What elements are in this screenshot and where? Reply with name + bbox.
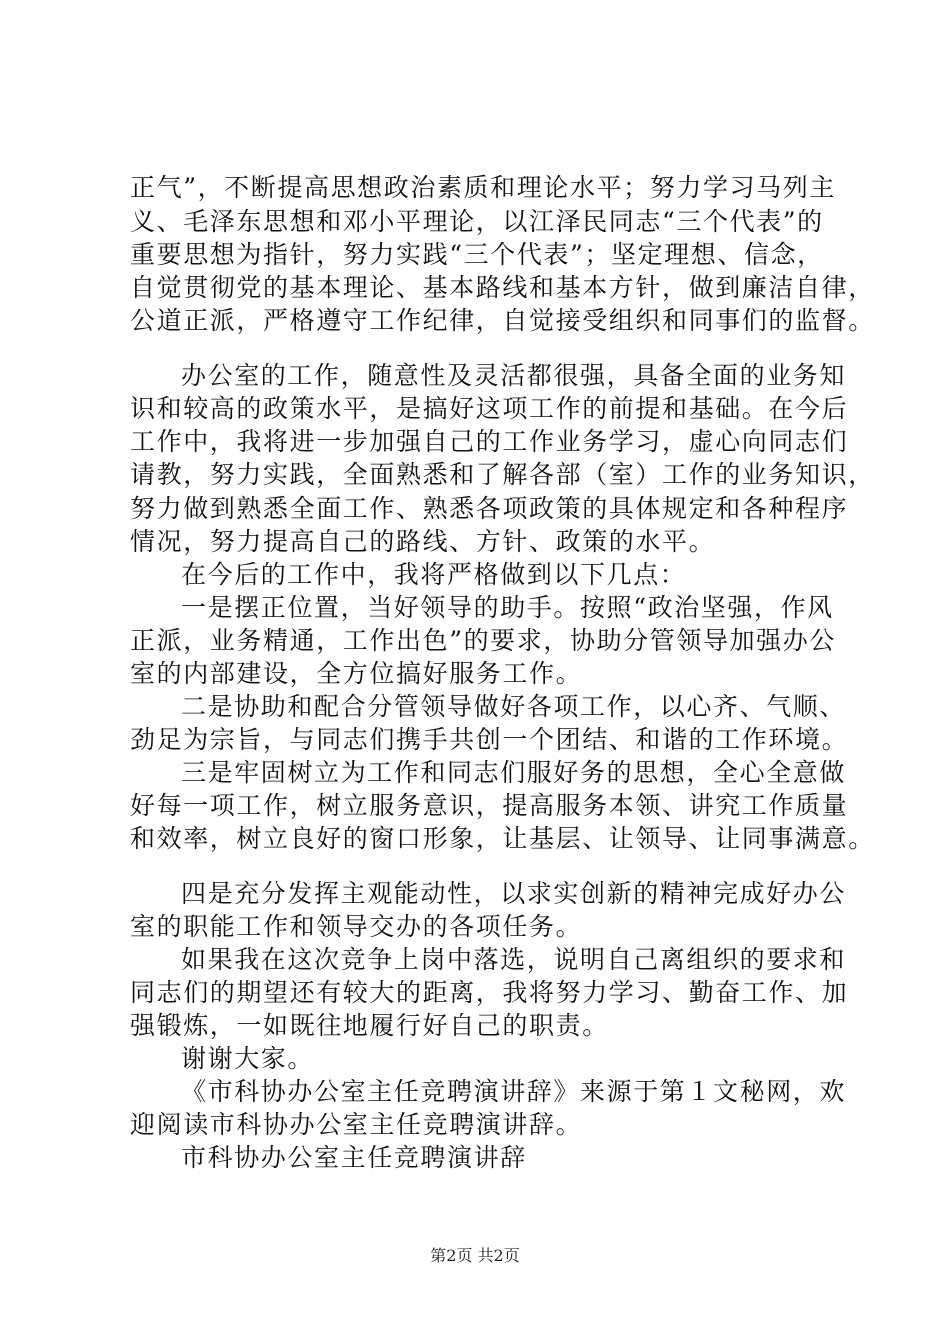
body-line: 谢谢大家。 — [181, 1044, 315, 1073]
body-line: 市科协办公室主任竞聘演讲辞 — [181, 1143, 527, 1172]
body-line: 请教，努力实践，全面熟悉和了解各部（室）工作的业务知识， — [130, 460, 875, 489]
body-line: 公道正派，严格遵守工作纪律，自觉接受组织和同事们的监督。 — [130, 306, 875, 335]
body-line: 工作中，我将进一步加强自己的工作业务学习，虚心向同志们 — [130, 427, 849, 456]
body-line: 如果我在这次竞争上岗中落选，说明自己离组织的要求和 — [181, 945, 847, 974]
body-line: 在今后的工作中，我将严格做到以下几点： — [181, 560, 687, 589]
body-line: 正派，业务精通，工作出色”的要求，协助分管领导加强办公 — [130, 626, 836, 655]
body-line: 强锻炼，一如既往地履行好自己的职责。 — [130, 1011, 609, 1040]
body-line: 室的内部建设，全方位搞好服务工作。 — [130, 659, 583, 688]
body-line: 自觉贯彻党的基本理论、基本路线和基本方针，做到廉洁自律， — [130, 273, 875, 302]
body-line: 四是充分发挥主观能动性，以求实创新的精神完成好办公 — [181, 879, 847, 908]
body-line: 一是摆正位置，当好领导的助手。按照“政治坚强，作风 — [181, 593, 834, 622]
body-line: 识和较高的政策水平，是搞好这项工作的前提和基础。在今后 — [130, 394, 849, 423]
body-line: 努力做到熟悉全面工作、熟悉各项政策的具体规定和各种程序 — [130, 494, 849, 523]
body-line: 同志们的期望还有较大的距离，我将努力学习、勤奋工作、加 — [130, 978, 849, 1007]
body-line: 二是协助和配合分管领导做好各项工作，以心齐、气顺、 — [181, 692, 847, 721]
body-line: 劲足为宗旨，与同志们携手共创一个团结、和谐的工作环境。 — [130, 725, 849, 754]
body-line: 三是牢固树立为工作和同志们服好务的思想，全心全意做 — [181, 758, 847, 787]
body-line: 室的职能工作和领导交办的各项任务。 — [130, 912, 583, 941]
body-line: 情况，努力提高自己的路线、方针、政策的水平。 — [130, 527, 716, 556]
body-line: 和效率，树立良好的窗口形象，让基层、让领导、让同事满意。 — [130, 824, 875, 853]
body-line: 义、毛泽东思想和邓小平理论，以江泽民同志“三个代表”的 — [130, 207, 824, 236]
body-line: 办公室的工作，随意性及灵活都很强，具备全面的业务知 — [181, 361, 847, 390]
body-line: 重要思想为指针，努力实践“三个代表”；坚定理想、信念， — [130, 240, 824, 269]
body-line: 迎阅读市科协办公室主任竞聘演讲辞。 — [130, 1110, 583, 1139]
page-number-footer: 第2页 共2页 — [430, 1246, 520, 1265]
body-line: 好每一项工作，树立服务意识，提高服务本领、讲究工作质量 — [130, 791, 849, 820]
body-line: 正气”，不断提高思想政治素质和理论水平；努力学习马列主 — [130, 173, 836, 202]
body-line: 《市科协办公室主任竞聘演讲辞》来源于第１文秘网，欢 — [181, 1077, 847, 1106]
